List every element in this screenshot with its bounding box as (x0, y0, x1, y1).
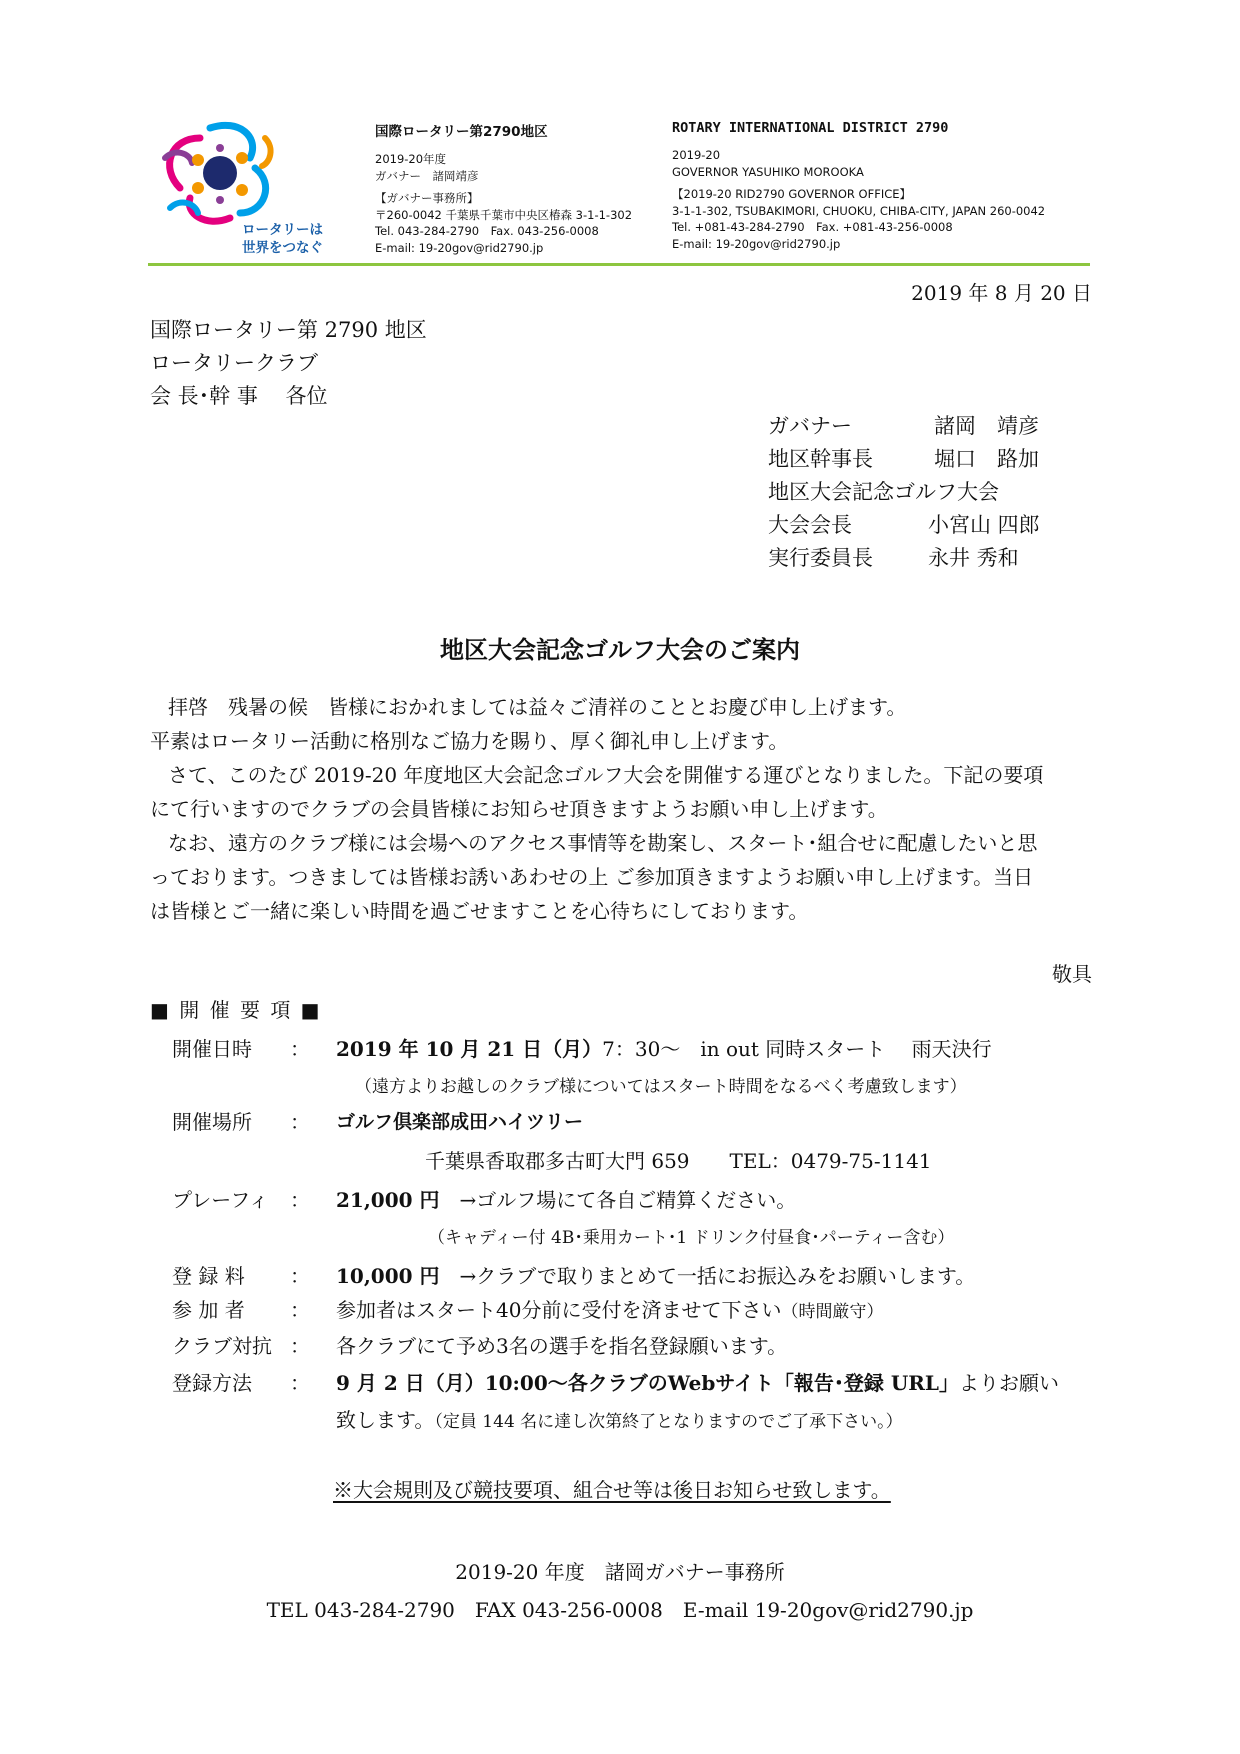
logo-slogan-line1: ロータリーは (242, 222, 323, 238)
sender-role: 大会会長 (768, 513, 852, 537)
body-paragraph: 拝啓 残暑の候 皆様におかれましては益々ご清祥のこととお慶び申し上げます。 (168, 695, 907, 719)
recipient-line-2: ロータリークラブ (150, 351, 318, 375)
body-paragraph: っております。つきましては皆様お誘いあわせの上 ご参加頂きますようお願い申し上げます。当日 (150, 865, 1034, 889)
letter-body (150, 690, 1090, 928)
detail-label-date: 開催日時 (172, 1037, 252, 1061)
letterhead-jp-year: 2019-20年度 (375, 152, 447, 166)
sender-row (768, 443, 1039, 476)
detail-note-date: （遠方よりお越しのクラブ様についてはスタート時間をなるべく考慮致します） (355, 1077, 967, 1097)
letter-date: 2019 年 8 月 20 日 (911, 281, 1092, 305)
detail-label-participants: 参 加 者 (172, 1298, 245, 1322)
sender-row (768, 542, 1019, 575)
sender-role: 実行委員長 (768, 546, 873, 570)
letterhead-en-email: E-mail: 19-20gov@rid2790.jp (672, 236, 841, 251)
letterhead-jp-org: 国際ロータリー第2790地区 (375, 124, 548, 140)
regfee-amount: 10,000 円 (336, 1264, 440, 1288)
sender-block (768, 410, 1040, 575)
letterhead-en-address: 3-1-1-302, TSUBAKIMORI, CHUOKU, CHIBA-CITY, JAPAN 260-0042 (672, 203, 1046, 218)
sender-name: 堀口 路加 (934, 447, 1039, 471)
letterhead-jp-address: 〒260-0042 千葉県千葉市中央区椿森 3-1-1-302 (375, 207, 633, 222)
body-paragraph: 平素はロータリー活動に格別なご協力を賜り、厚く御礼申し上げます。 (150, 729, 789, 753)
body-paragraph: にて行いますのでクラブの会員皆様にお知らせ頂きますようお願い申し上げます。 (150, 797, 888, 821)
sender-name: 小宮山 四郎 (928, 513, 1040, 537)
detail-colon: ： (290, 1334, 310, 1358)
letterhead-en (672, 120, 1045, 252)
letterhead-en-governor: GOVERNOR YASUHIKO MOROOKA (672, 164, 864, 179)
detail-note-playfee: （キャディー付 4B･乗用カート･1 ドリンク付昼食･パーティー含む） (428, 1228, 955, 1248)
letterhead-jp (375, 120, 632, 256)
detail-colon: ： (290, 1371, 310, 1395)
detail-colon: ： (290, 1298, 310, 1322)
closing-keigu: 敬具 (1052, 962, 1092, 986)
recipient-line-1: 国際ロータリー第 2790 地区 (150, 318, 427, 342)
detail-value-registration-line2 (336, 1404, 903, 1433)
registration-capacity-note: （定員 144 名に達し次第終了となりますのでご了承下さい。） (434, 1412, 903, 1432)
detail-label-regfee: 登 録 料 (172, 1264, 245, 1288)
participants-text: 参加者はスタート40分前に受付を済ませて下さい (336, 1298, 782, 1322)
sender-name: 永井 秀和 (928, 546, 1019, 570)
detail-colon: ： (290, 1110, 310, 1134)
registration-text-line2: 致します。 (336, 1408, 435, 1432)
rotary-logo-icon (150, 118, 340, 228)
detail-colon: ： (290, 1037, 310, 1061)
participants-note: （時間厳守） (781, 1302, 884, 1322)
detail-value-venue: ゴルフ倶楽部成田ハイツリー (336, 1111, 584, 1133)
event-date: 2019 年 10 月 21 日（月） (336, 1037, 603, 1061)
logo-slogan-line2: 世界をつなぐ (242, 240, 323, 256)
detail-value-club: 各クラブにて予め3名の選手を指名登録願います。 (336, 1334, 788, 1358)
detail-label-registration: 登録方法 (172, 1371, 252, 1395)
sender-row (768, 476, 999, 509)
sender-row (768, 410, 1039, 443)
detail-label-venue: 開催場所 (172, 1110, 252, 1134)
section-heading: ■ 開 催 要 項 ■ (150, 998, 322, 1022)
footer-office: 2019-20 年度 諸岡ガバナー事務所 (455, 1560, 785, 1584)
detail-label-playfee: プレーフィ (172, 1188, 269, 1212)
detail-colon: ： (290, 1188, 310, 1212)
recipient-block (150, 314, 427, 413)
body-paragraph: なお、遠方のクラブ様には会場へのアクセス事情等を勘案し、スタート･組合せに配慮したいと思 (168, 831, 1038, 855)
letterhead-en-year: 2019-20 (672, 148, 721, 162)
detail-value-playfee (336, 1184, 796, 1213)
sender-role: ガバナー (768, 414, 852, 438)
letterhead-jp-telfax: Tel. 043-284-2790 Fax. 043-256-0008 (375, 224, 599, 238)
letterhead-rule (148, 263, 1090, 266)
registration-text: よりお願い (959, 1371, 1059, 1395)
sender-row (768, 509, 1040, 542)
footer-contact: TEL 043-284-2790 FAX 043-256-0008 E-mail 19-20gov@rid2790.jp (266, 1598, 974, 1622)
rotary-logo (150, 118, 345, 263)
detail-value-registration (336, 1367, 1059, 1396)
sender-role: 地区大会記念ゴルフ大会 (768, 480, 999, 504)
event-time: 7：30～ in out 同時スタート 雨天決行 (602, 1037, 992, 1061)
letterhead-en-telfax: Tel. +081-43-284-2790 Fax. +081-43-256-0008 (672, 220, 953, 234)
letterhead-jp-office: 【ガバナー事務所】 (375, 191, 479, 205)
body-paragraph: さて、このたび 2019-20 年度地区大会記念ゴルフ大会を開催する運びとなりました。下記の要項 (168, 763, 1044, 787)
recipient-line-3: 会 長･幹 事 各位 (150, 384, 328, 408)
detail-label-club: クラブ対抗 (172, 1334, 272, 1358)
document-title: 地区大会記念ゴルフ大会のご案内 (440, 636, 800, 664)
sender-role: 地区幹事長 (768, 447, 873, 471)
letterhead-en-office: 【2019-20 RID2790 GOVERNOR OFFICE】 (672, 187, 912, 201)
detail-value-date (336, 1033, 992, 1062)
playfee-note: →ゴルフ場にて各自ご精算ください。 (459, 1188, 797, 1212)
notice: ※大会規則及び競技要項、組合せ等は後日お知らせ致します。 (333, 1478, 891, 1502)
letterhead-en-org: ROTARY INTERNATIONAL DISTRICT 2790 (672, 120, 949, 136)
detail-colon: ： (290, 1264, 310, 1288)
detail-value-regfee (336, 1260, 975, 1289)
sender-name: 諸岡 靖彦 (934, 414, 1039, 438)
detail-venue-address: 千葉県香取郡多古町大門 659 TEL：0479-75-1141 (425, 1149, 932, 1173)
body-paragraph: は皆様とご一緒に楽しい時間を過ごせますことを心待ちにしております。 (150, 899, 809, 923)
registration-text-bold: 9 月 2 日（月）10:00～各クラブのWebサイト「報告･登録 URL」 (336, 1371, 959, 1395)
playfee-amount: 21,000 円 (336, 1188, 440, 1212)
letterhead-jp-governor: ガバナー 諸岡靖彦 (375, 168, 479, 183)
regfee-note: →クラブで取りまとめて一括にお振込みをお願いします。 (459, 1264, 976, 1288)
detail-value-participants (336, 1294, 883, 1323)
letterhead-jp-email: E-mail: 19-20gov@rid2790.jp (375, 240, 544, 255)
